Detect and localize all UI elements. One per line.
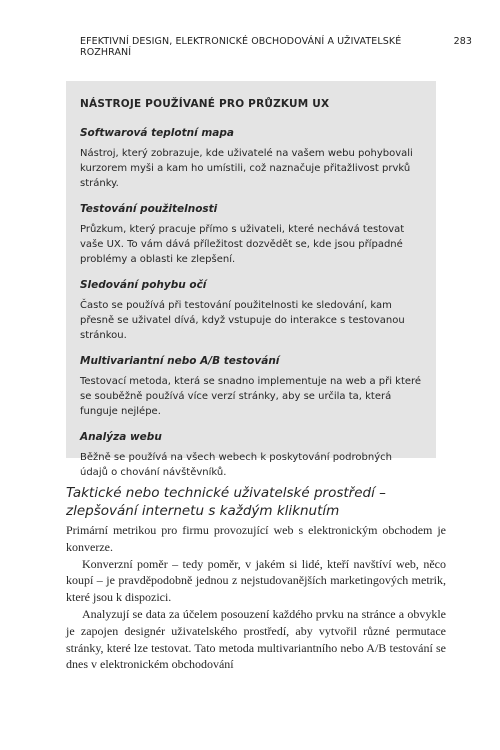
- tool-description: Nástroj, který zobrazuje, kde uživatelé na vašem webu pohybovali kurzorem myši a kam ho umístili, což naznačuje přitažlivost prvků stránky.: [80, 148, 413, 189]
- tool-entry: [80, 203, 422, 267]
- tool-name: Softwarová teplotní mapa: [80, 127, 234, 139]
- tool-entry: [80, 431, 422, 480]
- tool-name: Sledování pohybu očí: [80, 279, 207, 291]
- tool-entry: [80, 127, 422, 191]
- paragraph: Analyzují se data za účelem posouzení každého prvku na stránce a obvykle je zapojen designér uživatelského prostředí, aby vytvořil různé permutace stránky, které lze testovat. Tato metoda multivariantního nebo A/B testování se dnes v elektronickém obchodování: [66, 606, 446, 672]
- ux-tools-sidebar-box: [66, 81, 436, 478]
- tool-entry: [80, 355, 422, 419]
- paragraph: Primární metrikou pro firmu provozující web s elektronickým obchodem je konverze.: [66, 523, 446, 554]
- tool-description: Často se používá při testování použitelnosti ke sledování, kam přesně se uživatel dívá, když vstupuje do interakce s testovanou stránkou.: [80, 300, 405, 341]
- page-number: 283: [453, 36, 472, 47]
- section-heading: Taktické nebo technické uživatelské prostředí – zlepšování internetu s každým kliknutím: [66, 485, 386, 519]
- box-title: NÁSTROJE POUŽÍVANÉ PRO PRŮZKUM UX: [80, 98, 330, 110]
- tool-description: Běžně se používá na všech webech k poskytování podrobných údajů o chování návštěvníků.: [80, 452, 392, 478]
- tool-name: Testování použitelnosti: [80, 203, 218, 215]
- tool-description: Průzkum, který pracuje přímo s uživateli, které nechává testovat vaše UX. To vám dává příležitost dozvědět se, kde jsou případné problémy a oblasti ke zlepšení.: [80, 224, 405, 265]
- tool-entry: [80, 279, 422, 343]
- paragraph: Konverzní poměr – tedy poměr, v jakém si lidé, kteří navštíví web, něco koupí – je pravděpodobně jednou z nejstudovanějších marketingových metrik, které jsou k dispozici.: [66, 556, 446, 605]
- tool-name: Multivariantní nebo A/B testování: [80, 355, 280, 367]
- tool-description: Testovací metoda, která se snadno implementuje na web a při které se souběžně používá více verzí stránky, aby se určila ta, která funguje nejlépe.: [80, 376, 422, 417]
- body-text: [66, 522, 446, 673]
- tool-name: Analýza webu: [80, 431, 162, 443]
- running-header: [80, 36, 472, 58]
- running-title: EFEKTIVNÍ DESIGN, ELEKTRONICKÉ OBCHODOVÁNÍ A UŽIVATELSKÉ ROZHRANÍ: [80, 36, 402, 58]
